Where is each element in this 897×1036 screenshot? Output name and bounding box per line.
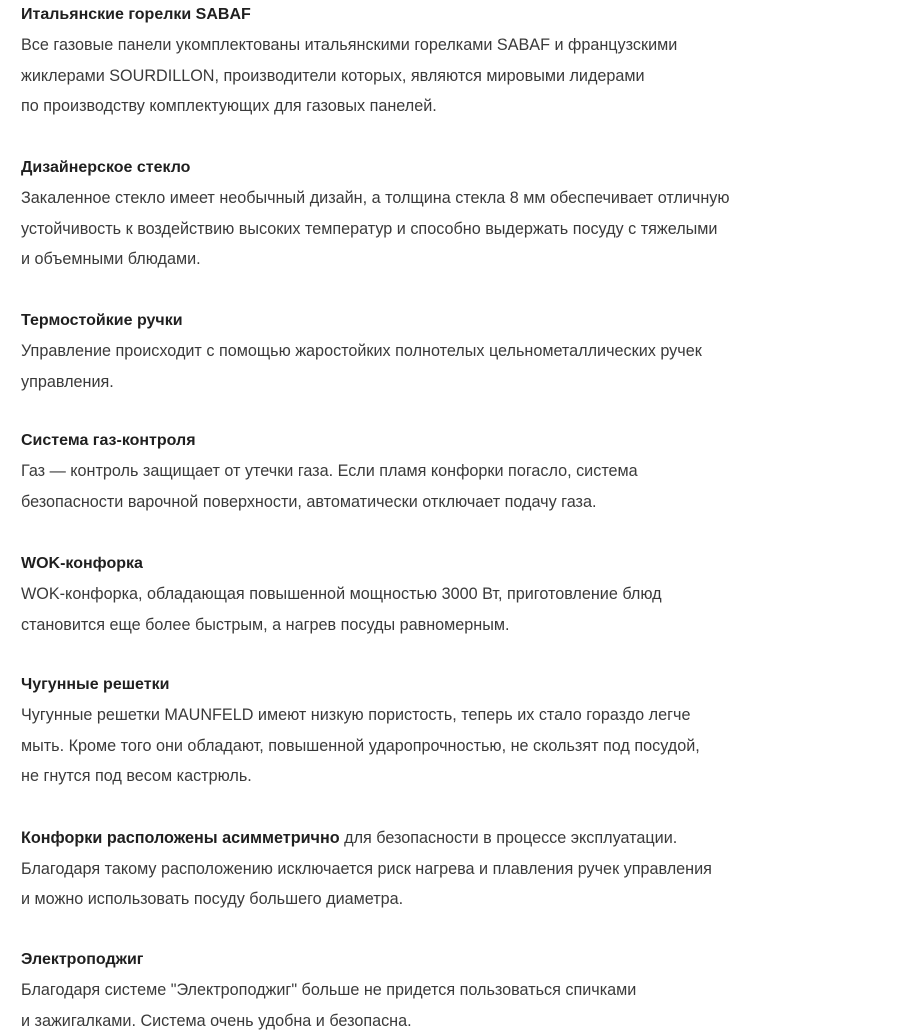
- section-title: WOK-конфорка: [21, 549, 897, 579]
- feature-designer-glass: [21, 153, 897, 275]
- feature-gas-control: [21, 426, 897, 517]
- body-line: устойчивость к воздействию высоких температур и способно выдержать посуду с тяжелыми: [21, 214, 897, 245]
- body-line: мыть. Кроме того они обладают, повышенной ударопрочностью, не скользят под посудой,: [21, 731, 897, 762]
- section-body: [21, 336, 897, 397]
- section-title: Чугунные решетки: [21, 670, 897, 700]
- section-body: [21, 183, 897, 275]
- section-body: [21, 975, 897, 1036]
- section-title: Электроподжиг: [21, 945, 897, 975]
- feature-heat-resistant-knobs: [21, 306, 897, 397]
- body-line: жиклерами SOURDILLON, производители которых, являются мировыми лидерами: [21, 61, 897, 92]
- body-line: и можно использовать посуду большего диаметра.: [21, 884, 897, 915]
- lead-rest: для безопасности в процессе эксплуатации.: [340, 829, 678, 847]
- feature-sabaf-burners: [21, 0, 897, 122]
- section-body: [21, 579, 897, 640]
- section-body: [21, 30, 897, 122]
- body-line: и зажигалками. Система очень удобна и безопасна.: [21, 1006, 897, 1036]
- section-title: Термостойкие ручки: [21, 306, 897, 336]
- feature-wok-burner: [21, 549, 897, 640]
- feature-asymmetric-burners: [21, 823, 897, 915]
- body-line: безопасности варочной поверхности, автоматически отключает подачу газа.: [21, 487, 897, 518]
- section-title: Итальянские горелки SABAF: [21, 0, 897, 30]
- body-line: управления.: [21, 367, 897, 398]
- body-line: и объемными блюдами.: [21, 244, 897, 275]
- body-line: по производству комплектующих для газовых панелей.: [21, 91, 897, 122]
- body-line: Закаленное стекло имеет необычный дизайн, а толщина стекла 8 мм обеспечивает отличную: [21, 183, 897, 214]
- section-body: [21, 700, 897, 792]
- body-line: Благодаря системе "Электроподжиг" больше не придется пользоваться спичками: [21, 975, 897, 1006]
- feature-cast-iron-grates: [21, 670, 897, 792]
- body-line: [21, 823, 897, 854]
- section-body: [21, 456, 897, 517]
- inline-bold-lead: Конфорки расположены асимметрично: [21, 829, 340, 847]
- section-title: Система газ-контроля: [21, 426, 897, 456]
- body-line: становится еще более быстрым, а нагрев посуды равномерным.: [21, 610, 897, 641]
- body-line: не гнутся под весом кастрюль.: [21, 761, 897, 792]
- body-line: Все газовые панели укомплектованы итальянскими горелками SABAF и французскими: [21, 30, 897, 61]
- section-body: [21, 823, 897, 915]
- body-line: WOK-конфорка, обладающая повышенной мощностью 3000 Вт, приготовление блюд: [21, 579, 897, 610]
- body-line: Управление происходит с помощью жаростойких полнотелых цельнометаллических ручек: [21, 336, 897, 367]
- body-line: Благодаря такому расположению исключается риск нагрева и плавления ручек управления: [21, 854, 897, 885]
- section-title: Дизайнерское стекло: [21, 153, 897, 183]
- body-line: Газ — контроль защищает от утечки газа. Если пламя конфорки погасло, система: [21, 456, 897, 487]
- body-line: Чугунные решетки MAUNFELD имеют низкую пористость, теперь их стало гораздо легче: [21, 700, 897, 731]
- feature-electric-ignition: [21, 945, 897, 1036]
